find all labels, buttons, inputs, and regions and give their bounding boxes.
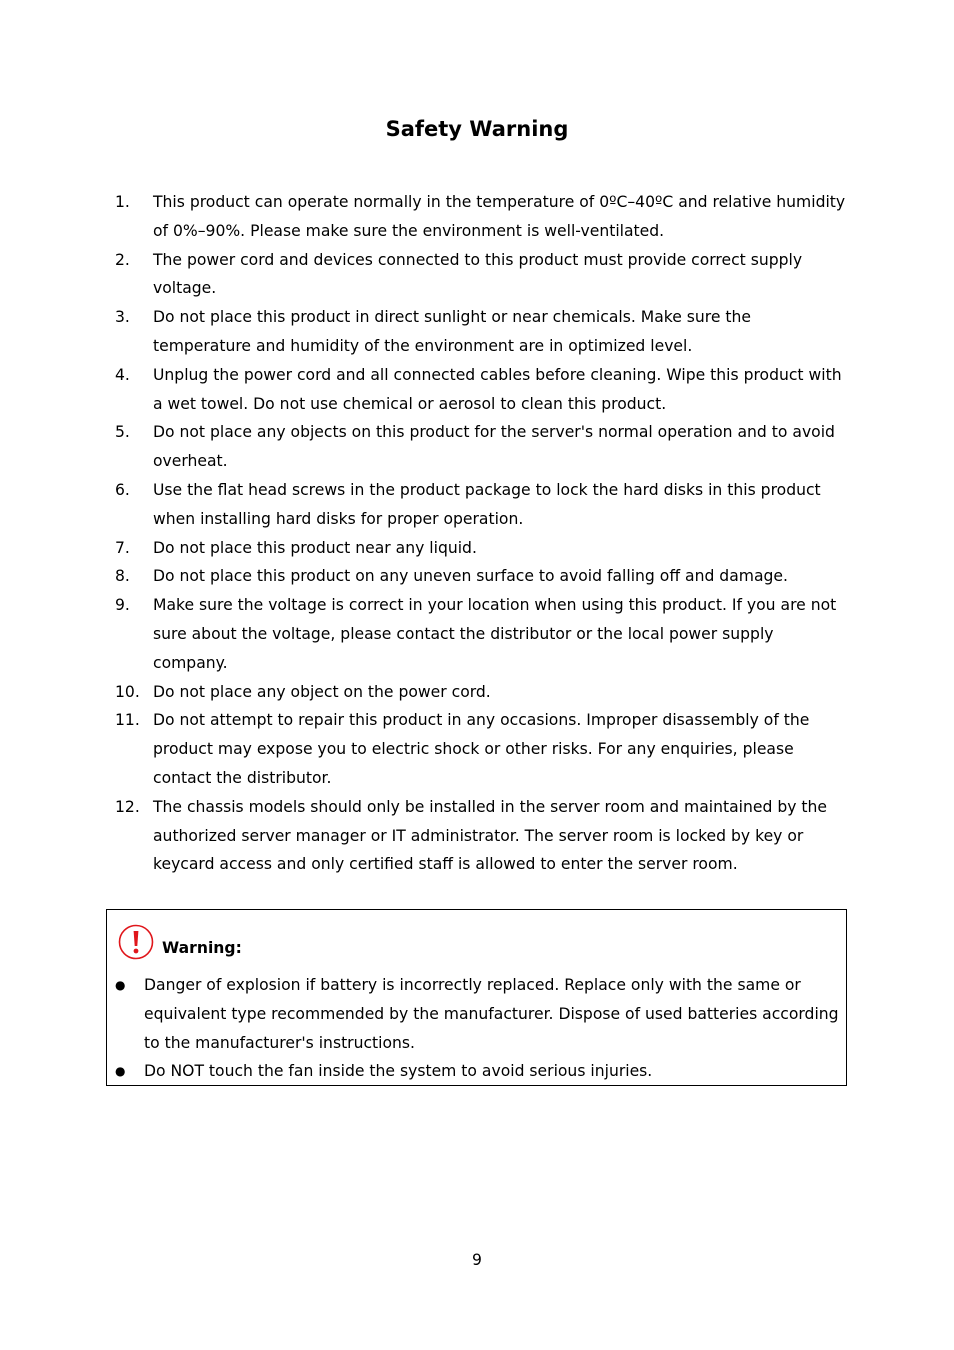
list-item <box>115 188 850 246</box>
list-item <box>115 534 850 563</box>
item-text: Use the flat head screws in the product package to lock the hard disks in this product when installing hard disks for proper operation. <box>153 480 821 528</box>
item-text: Do not place this product in direct sunlight or near chemicals. Make sure the temperature and humidity of the environment are in optimized level. <box>153 308 752 355</box>
item-text: Unplug the power cord and all connected cables before cleaning. Wipe this product with a wet towel. Do not use chemical or aerosol to clean this product. <box>153 365 842 413</box>
item-text: Do not attempt to repair this product in any occasions. Improper disassembly of the product may expose you to electric shock or other risks. For any enquiries, please contact the distributor. <box>153 711 810 787</box>
list-item <box>115 706 850 792</box>
warning-header <box>118 922 242 962</box>
exclamation-circle-icon <box>118 924 154 960</box>
item-number: 8. <box>115 567 130 586</box>
list-item <box>115 591 850 677</box>
warning-text: Do NOT touch the fan inside the system to avoid serious injuries. <box>144 1062 653 1081</box>
warning-bullet-item <box>115 1057 843 1086</box>
safety-list <box>115 188 850 879</box>
item-text: Do not place this product on any uneven surface to avoid falling off and damage. <box>153 567 788 586</box>
list-item <box>115 303 850 361</box>
item-number: 7. <box>115 538 130 557</box>
warning-bullet-item <box>115 971 843 1057</box>
item-number: 5. <box>115 423 130 442</box>
warning-text: Danger of explosion if battery is incorrectly replaced. Replace only with the same or equivalent type recommended by the manufacturer. Dispose of used batteries according to the manufacturer's instructions. <box>144 976 839 1052</box>
item-number: 12. <box>115 797 140 816</box>
page-title: Safety Warning <box>385 117 569 141</box>
item-number: 3. <box>115 308 130 327</box>
item-number: 9. <box>115 596 130 615</box>
item-text: Do not place any objects on this product for the server's normal operation and to avoid overheat. <box>153 423 835 471</box>
bullet-icon: ● <box>115 978 126 992</box>
list-item <box>115 678 850 707</box>
item-number: 10. <box>115 682 140 701</box>
list-item <box>115 793 850 879</box>
bullet-icon: ● <box>115 1064 126 1079</box>
item-text: The power cord and devices connected to this product must provide correct supply voltage. <box>153 250 803 298</box>
item-text: This product can operate normally in the temperature of 0ºC–40ºC and relative humidity of 0%–90%. Please make sure the environment is well-ventilated. <box>153 193 846 240</box>
item-number: 1. <box>115 193 130 211</box>
page-number: 9 <box>472 1251 482 1269</box>
warning-box <box>106 909 847 1086</box>
item-number: 4. <box>115 365 130 384</box>
item-number: 6. <box>115 480 130 499</box>
item-number: 11. <box>115 711 140 730</box>
list-item <box>115 361 850 419</box>
list-item <box>115 562 850 591</box>
warning-list <box>115 971 843 1086</box>
item-text: The chassis models should only be installed in the server room and maintained by the authorized server manager or IT administrator. The server room is locked by key or keycard access and only certified staff is allowed to enter the server room. <box>153 797 828 874</box>
list-item <box>115 476 850 534</box>
item-number: 2. <box>115 250 130 269</box>
item-text: Do not place any object on the power cord. <box>153 682 491 701</box>
warning-label: Warning: <box>162 939 242 957</box>
list-item <box>115 418 850 476</box>
item-text: Make sure the voltage is correct in your location when using this product. If you are not sure about the voltage, please contact the distributor or the local power supply company. <box>153 596 837 672</box>
list-item <box>115 246 850 304</box>
item-text: Do not place this product near any liquid. <box>153 538 477 557</box>
